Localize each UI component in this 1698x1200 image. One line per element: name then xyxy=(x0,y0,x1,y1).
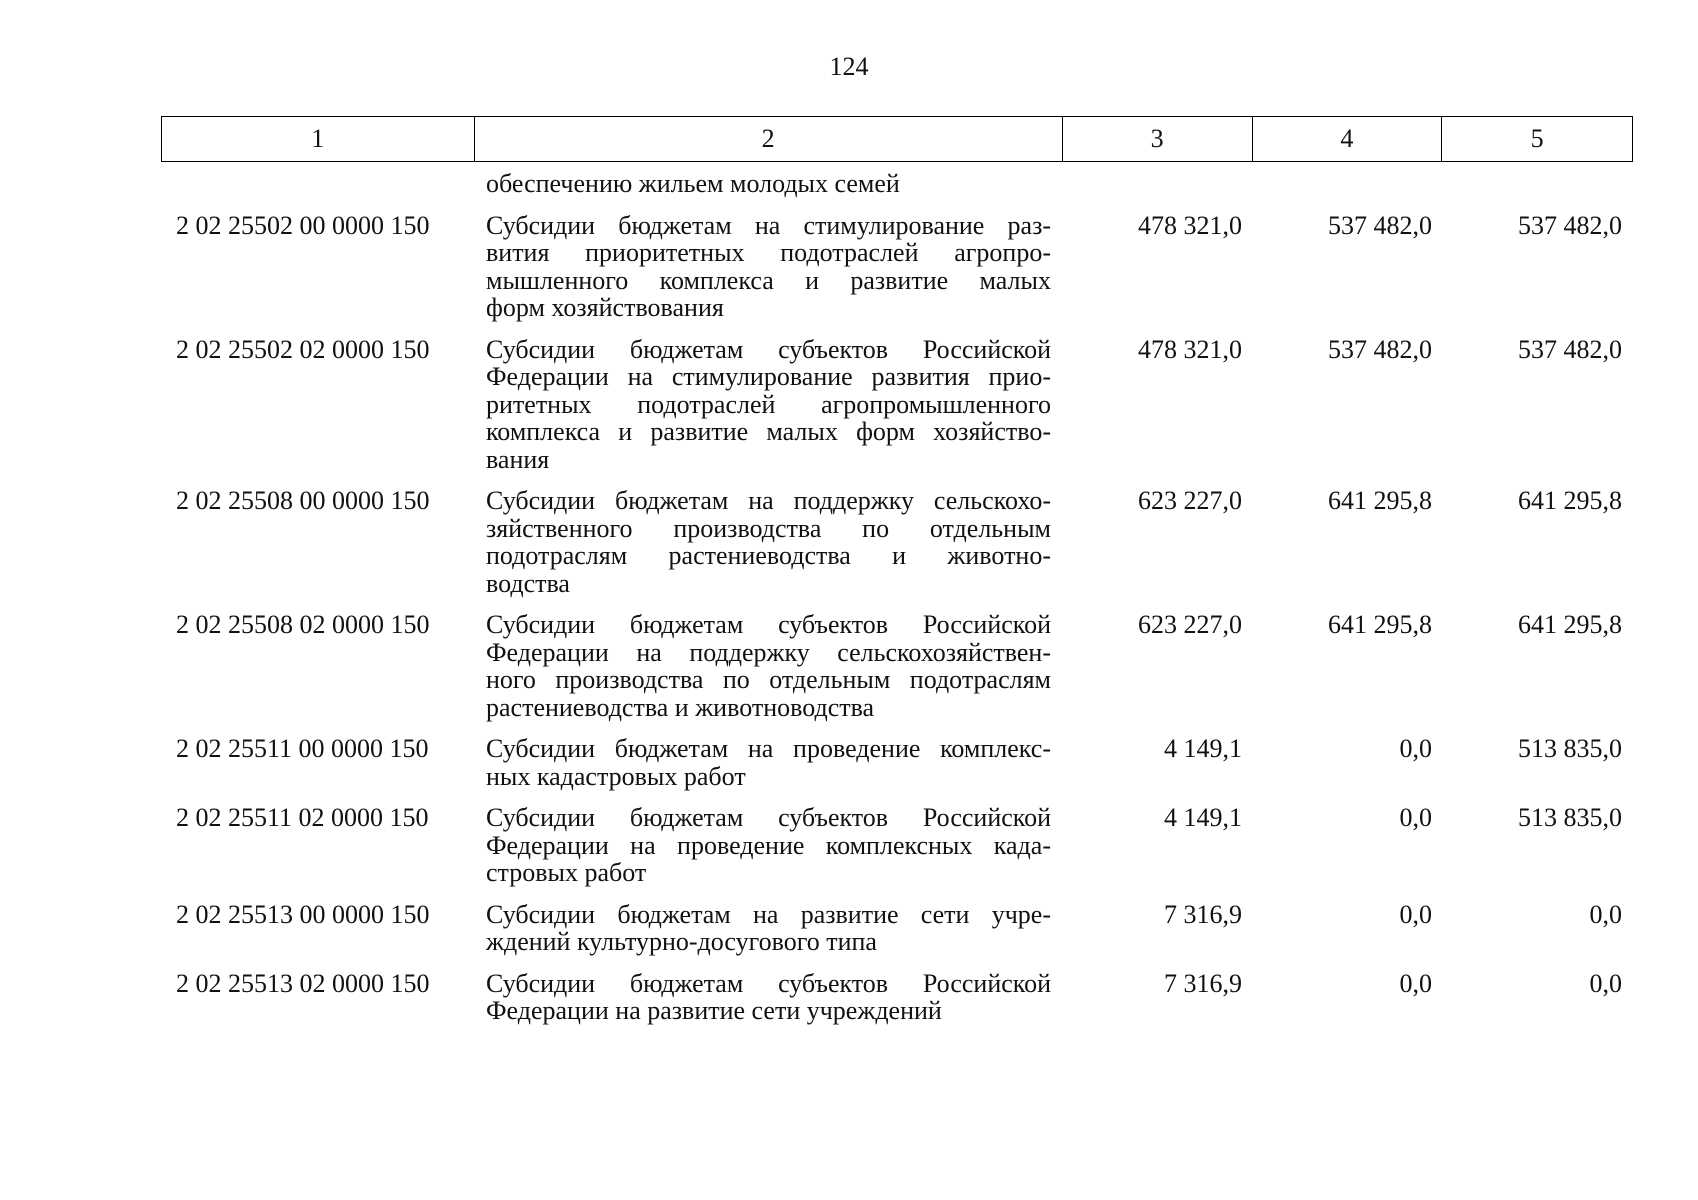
description-line: подотраслям растениеводства и животно- xyxy=(486,541,1051,570)
budget-code-cell: 2 02 25508 00 0000 150 xyxy=(176,486,430,515)
budget-table xyxy=(161,116,1633,1025)
description-line: Субсидии бюджетам на поддержку сельскохо- xyxy=(486,486,1051,515)
budget-code-cell: 2 02 25508 02 0000 150 xyxy=(176,610,430,639)
table-row xyxy=(161,212,1633,322)
table-row xyxy=(161,336,1633,474)
amount-col-3: 4 149,1 xyxy=(1164,734,1242,763)
amount-col-5: 513 835,0 xyxy=(1518,803,1622,832)
description-line: мышленного комплекса и развитие малых xyxy=(486,265,1051,295)
amount-col-3: 478 321,0 xyxy=(1138,210,1242,240)
description-line: Федерации на стимулирование развития прио- xyxy=(486,362,1051,391)
budget-code-cell: 2 02 25513 00 0000 150 xyxy=(176,899,430,929)
description-line: ждений культурно-досугового типа xyxy=(486,927,877,956)
description-line: зяйственного производства по отдельным xyxy=(486,513,1051,543)
description-cell xyxy=(474,611,1063,721)
column-header-4: 4 xyxy=(1253,117,1443,161)
amount-col-5: 641 295,8 xyxy=(1518,610,1622,639)
table-header-row xyxy=(161,116,1633,162)
description-cell xyxy=(474,212,1063,322)
budget-code-cell: 2 02 25511 02 0000 150 xyxy=(176,803,429,832)
amount-col-4: 0,0 xyxy=(1399,734,1432,763)
description-line: ритетных подотраслей агропромышленного xyxy=(486,389,1051,419)
table-row xyxy=(161,487,1633,597)
budget-code-cell: 2 02 25502 02 0000 150 xyxy=(176,334,430,364)
table-row xyxy=(161,611,1633,721)
description-line: комплекса и развитие малых форм хозяйство- xyxy=(486,417,1051,446)
budget-code-cell: 2 02 25513 02 0000 150 xyxy=(176,968,430,998)
table-row xyxy=(161,804,1633,887)
budget-code-cell: 2 02 25502 00 0000 150 xyxy=(176,210,430,240)
budget-code-cell: 2 02 25511 00 0000 150 xyxy=(176,734,429,763)
description-line: Федерации на проведение комплексных када- xyxy=(486,830,1051,860)
description-cell xyxy=(474,970,1063,1025)
amount-col-3: 623 227,0 xyxy=(1138,486,1242,515)
description-line: вития приоритетных подотраслей агропро- xyxy=(486,238,1051,267)
description-line: Субсидии бюджетам на развитие сети учре- xyxy=(486,899,1051,929)
description-line: Субсидии бюджетам субъектов Российской xyxy=(486,334,1051,364)
table-row xyxy=(161,970,1633,1025)
description-line: Субсидии бюджетам субъектов Российской xyxy=(486,803,1051,832)
amount-col-5: 537 482,0 xyxy=(1518,210,1622,240)
amount-col-5: 641 295,8 xyxy=(1518,486,1622,515)
description-cell xyxy=(474,336,1063,474)
amount-col-4: 0,0 xyxy=(1399,803,1432,832)
description-cell xyxy=(474,487,1063,597)
amount-col-3: 7 316,9 xyxy=(1164,968,1242,998)
amount-col-3: 7 316,9 xyxy=(1164,899,1242,929)
amount-col-4: 537 482,0 xyxy=(1328,210,1432,240)
amount-col-5: 537 482,0 xyxy=(1518,334,1622,364)
description-line: Федерации на поддержку сельскохозяйствен- xyxy=(486,637,1051,667)
table-body xyxy=(161,162,1633,1025)
amount-col-3: 4 149,1 xyxy=(1164,803,1242,832)
column-header-3: 3 xyxy=(1063,117,1253,161)
amount-col-5: 0,0 xyxy=(1589,968,1622,998)
description-line: Субсидии бюджетам на стимулирование раз- xyxy=(486,210,1051,240)
description-cell xyxy=(474,901,1063,956)
column-header-5: 5 xyxy=(1530,124,1544,153)
description-line: вания xyxy=(486,444,550,474)
description-line: ного производства по отдельным подотраслям xyxy=(486,665,1051,694)
amount-col-4: 641 295,8 xyxy=(1328,486,1432,515)
amount-col-4: 537 482,0 xyxy=(1328,334,1432,364)
description-line: форм хозяйствования xyxy=(486,293,724,322)
continuation-row xyxy=(161,170,1633,198)
description-line: ных кадастровых работ xyxy=(486,761,746,791)
description-line: стровых работ xyxy=(486,858,647,887)
page-number: 124 xyxy=(829,52,869,81)
amount-col-4: 641 295,8 xyxy=(1328,610,1432,639)
description-line: Субсидии бюджетам субъектов Российской xyxy=(486,968,1051,998)
amount-col-4: 0,0 xyxy=(1399,968,1432,998)
amount-col-3: 478 321,0 xyxy=(1138,334,1242,364)
table-row xyxy=(161,901,1633,956)
amount-col-3: 623 227,0 xyxy=(1138,610,1242,639)
amount-col-5: 513 835,0 xyxy=(1518,734,1622,763)
description-line: Федерации на развитие сети учреждений xyxy=(486,996,942,1025)
description-line: водства xyxy=(486,568,570,598)
description-line: растениеводства и животноводства xyxy=(486,692,875,722)
table-row xyxy=(161,735,1633,790)
description-line: Субсидии бюджетам субъектов Российской xyxy=(486,610,1051,639)
continuation-code-cell xyxy=(161,170,474,198)
continuation-text: обеспечению жильем молодых семей xyxy=(486,169,900,198)
description-cell xyxy=(474,735,1063,790)
column-header-2: 2 xyxy=(475,117,1063,161)
column-header-1: 1 xyxy=(162,117,475,161)
amount-col-4: 0,0 xyxy=(1399,899,1432,929)
description-cell xyxy=(474,804,1063,887)
amount-col-5: 0,0 xyxy=(1589,899,1622,929)
description-line: Субсидии бюджетам на проведение комплекс- xyxy=(486,734,1051,763)
